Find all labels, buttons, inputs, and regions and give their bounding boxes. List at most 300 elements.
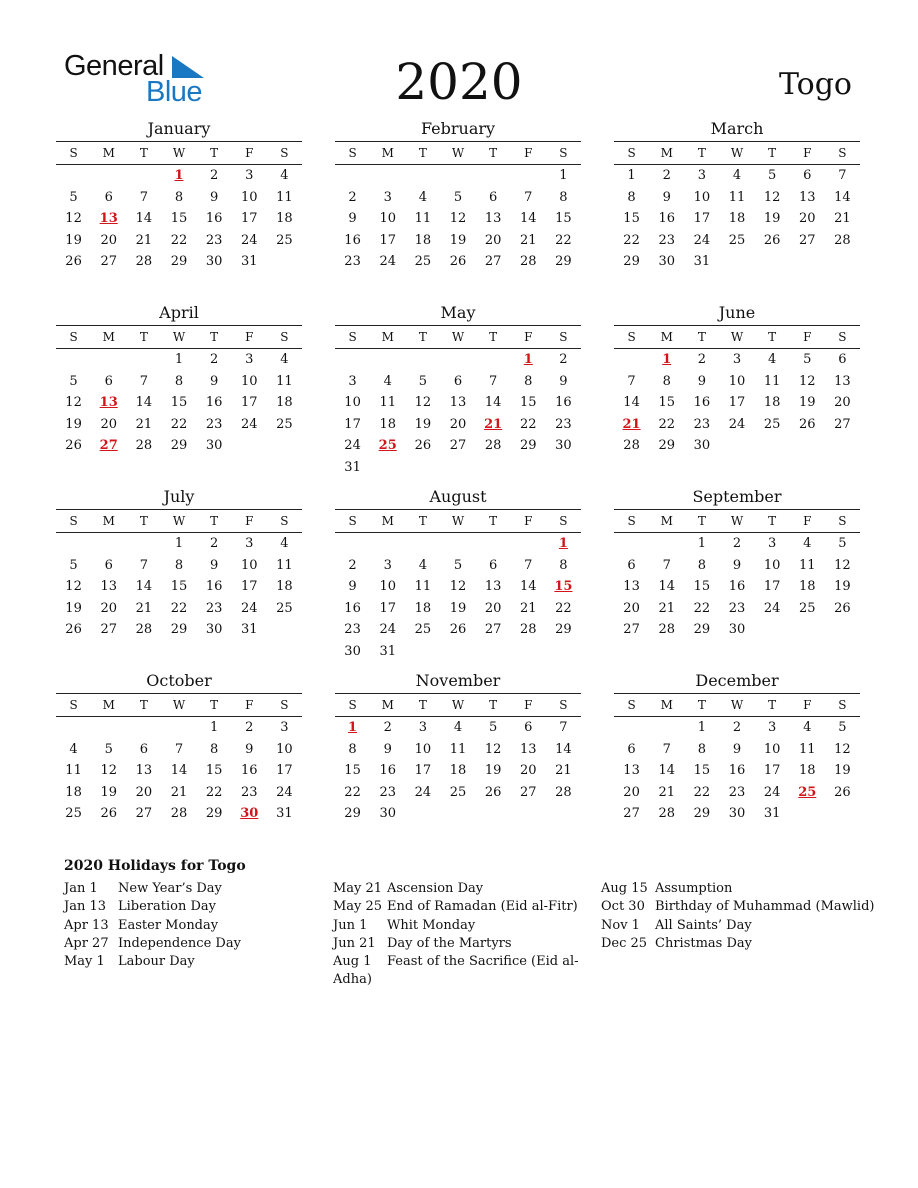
day-cell: 4 <box>280 536 289 551</box>
day-cell: 24 <box>728 416 746 432</box>
day-cell: 11 <box>276 557 293 573</box>
day-cell: 5 <box>838 720 847 735</box>
weekday-label: F <box>803 514 812 528</box>
day-cell: 17 <box>763 579 781 595</box>
weekday-label: S <box>280 146 289 160</box>
weekday-label: W <box>730 514 744 528</box>
day-cell: 27 <box>834 416 851 432</box>
day-cell: 19 <box>449 232 467 248</box>
weekday-label: S <box>838 146 847 160</box>
weekday-header <box>56 142 302 164</box>
logo-word-blue: Blue <box>146 76 203 108</box>
day-cell: 27 <box>623 622 640 638</box>
weekday-label: S <box>559 330 568 344</box>
day-cell: 24 <box>241 600 258 616</box>
weekday-label: T <box>768 146 777 160</box>
weekday-header <box>614 694 860 716</box>
month-title: March <box>710 119 764 138</box>
day-cell: 9 <box>662 189 671 205</box>
month-days <box>56 349 302 457</box>
month-july <box>56 486 302 670</box>
weekday-label: M <box>102 330 115 344</box>
weekday-label: T <box>489 698 498 712</box>
weekday-label: W <box>451 146 465 160</box>
day-cell: 9 <box>348 211 357 227</box>
day-cell: 7 <box>627 373 636 389</box>
day-cell: 3 <box>245 168 254 183</box>
weekday-label: S <box>627 330 636 344</box>
day-cell: 24 <box>414 784 432 800</box>
holiday-date: Apr 13 <box>64 917 109 933</box>
weekday-label: T <box>418 514 427 528</box>
day-cell: 9 <box>348 579 357 595</box>
day-cell: 30 <box>658 254 675 270</box>
day-cell: 13 <box>449 395 467 411</box>
weekday-label: W <box>172 330 186 344</box>
weekday-label: S <box>838 514 847 528</box>
day-cell: 31 <box>693 254 711 270</box>
day-cell: 15 <box>170 579 188 595</box>
day-cell: 22 <box>555 232 572 248</box>
holiday-name: End of Ramadan (Eid al-Fitr) <box>387 899 578 915</box>
weekday-label: T <box>697 514 706 528</box>
day-cell: 24 <box>276 784 293 800</box>
weekday-label: T <box>210 146 219 160</box>
holiday-row <box>64 880 304 898</box>
day-cell: 27 <box>449 438 467 454</box>
day-cell: 23 <box>241 784 258 800</box>
weekday-label: M <box>102 514 115 528</box>
day-cell: 29 <box>205 806 223 822</box>
day-cell: 4 <box>69 741 78 757</box>
holiday-row <box>64 898 304 916</box>
weekday-header <box>335 694 581 716</box>
day-cell: 26 <box>834 784 851 800</box>
empty-day-cell <box>335 533 370 555</box>
day-cell: 3 <box>245 536 254 551</box>
empty-day-cell <box>126 349 161 371</box>
day-cell: 24 <box>379 254 396 270</box>
day-cell: 15 <box>555 211 572 227</box>
day-cell: 6 <box>803 168 812 183</box>
day-cell: 6 <box>627 557 636 573</box>
day-cell: 25 <box>414 622 432 638</box>
day-cell: 7 <box>524 557 533 573</box>
day-cell: 26 <box>449 622 467 638</box>
weekday-label: S <box>348 698 357 712</box>
holiday-name-continuation: Adha) <box>333 972 372 988</box>
day-cell: 30 <box>693 438 711 454</box>
day-cell: 12 <box>834 557 851 573</box>
holiday-date: Oct 30 <box>601 899 645 915</box>
month-october <box>56 670 302 854</box>
day-cell: 5 <box>69 557 78 573</box>
day-cell: 6 <box>104 557 113 573</box>
day-cell: 3 <box>697 168 706 183</box>
day-cell: 13 <box>799 189 816 205</box>
day-cell: 8 <box>627 189 636 205</box>
holiday-date: Apr 27 <box>64 935 109 951</box>
weekday-label: S <box>280 514 289 528</box>
day-cell: 23 <box>658 232 675 248</box>
day-cell: 31 <box>276 806 293 822</box>
day-cell: 10 <box>414 741 432 757</box>
weekday-label: F <box>245 330 254 344</box>
day-cell: 14 <box>170 763 188 779</box>
day-cell: 31 <box>241 254 258 270</box>
holiday-date: Aug 1 <box>333 954 372 970</box>
empty-day-cell <box>405 533 440 555</box>
holiday-name: Ascension Day <box>387 881 484 896</box>
month-august <box>335 486 581 670</box>
day-cell: 23 <box>344 254 361 270</box>
holiday-row <box>601 880 861 898</box>
day-cell: 4 <box>803 720 812 735</box>
month-title: May <box>440 303 476 322</box>
day-cell: 20 <box>799 211 816 227</box>
day-cell: 1 <box>697 536 706 551</box>
holiday-name: Day of the Martyrs <box>387 935 512 951</box>
holiday-date: Jan 13 <box>64 899 107 915</box>
weekday-label: T <box>139 146 148 160</box>
holiday-row <box>64 917 304 935</box>
day-cell: 5 <box>104 741 113 757</box>
day-cell: 22 <box>170 232 188 248</box>
day-cell: 26 <box>65 438 82 454</box>
day-cell: 17 <box>344 416 361 432</box>
empty-day-cell <box>511 165 546 187</box>
day-cell: 6 <box>453 373 463 389</box>
day-cell: 3 <box>767 536 777 551</box>
weekday-label: T <box>418 698 427 712</box>
day-cell: 7 <box>488 373 498 389</box>
day-cell: 12 <box>834 741 851 757</box>
holiday-date: Aug 15 <box>601 881 648 896</box>
weekday-label: T <box>768 330 777 344</box>
empty-day-cell <box>126 165 161 187</box>
holidays-title: 2020 Holidays for Togo <box>64 858 246 874</box>
day-cell: 28 <box>834 232 851 248</box>
month-days <box>335 717 581 825</box>
weekday-label: F <box>245 698 254 712</box>
day-cell: 6 <box>627 741 636 757</box>
day-cell: 29 <box>693 622 711 638</box>
weekday-label: F <box>524 514 533 528</box>
day-cell: 19 <box>65 416 82 432</box>
day-cell: 21 <box>520 232 537 248</box>
weekday-label: S <box>559 514 568 528</box>
weekday-label: M <box>102 698 115 712</box>
month-days <box>56 165 302 273</box>
day-cell: 22 <box>520 416 537 432</box>
day-cell: 22 <box>693 600 711 616</box>
day-cell: 5 <box>69 189 78 205</box>
empty-day-cell <box>476 349 511 371</box>
day-cell: 26 <box>834 600 851 616</box>
day-cell: 1 <box>697 720 706 735</box>
weekday-header <box>335 326 581 348</box>
day-cell: 29 <box>170 438 188 454</box>
weekday-label: W <box>172 146 186 160</box>
day-cell: 14 <box>484 395 502 411</box>
day-cell: 18 <box>414 232 432 248</box>
day-cell: 29 <box>658 438 675 454</box>
day-cell: 19 <box>100 784 117 800</box>
day-cell: 6 <box>838 352 847 367</box>
day-cell: 5 <box>838 536 847 551</box>
day-cell: 13 <box>135 763 153 779</box>
month-march <box>614 118 860 302</box>
month-april <box>56 302 302 486</box>
empty-day-cell <box>161 717 196 739</box>
day-cell: 14 <box>623 395 640 411</box>
day-cell: 18 <box>276 579 293 595</box>
day-cell: 19 <box>834 579 851 595</box>
empty-day-cell <box>335 349 370 371</box>
holiday-row <box>64 953 304 971</box>
day-cell: 29 <box>555 254 572 270</box>
weekday-label: S <box>838 330 847 344</box>
day-cell: 16 <box>728 763 746 779</box>
day-cell: 22 <box>344 784 361 800</box>
day-cell: 27 <box>484 254 502 270</box>
empty-day-cell <box>405 349 440 371</box>
weekday-label: W <box>172 514 186 528</box>
day-cell: 20 <box>100 600 117 616</box>
day-cell: 11 <box>799 741 816 757</box>
day-cell: 15 <box>344 763 361 779</box>
weekday-label: S <box>559 146 568 160</box>
day-cell: 31 <box>379 643 396 659</box>
day-cell: 11 <box>276 373 293 389</box>
holiday-column <box>333 880 579 990</box>
day-cell: 16 <box>241 763 258 779</box>
day-cell: 19 <box>763 211 781 227</box>
holiday-day-cell: 13 <box>99 211 118 227</box>
day-cell: 19 <box>484 763 502 779</box>
holiday-row <box>333 880 573 898</box>
day-cell: 26 <box>484 784 502 800</box>
day-cell: 24 <box>241 416 258 432</box>
holiday-row-continuation <box>333 971 573 989</box>
weekday-label: S <box>348 146 357 160</box>
month-title: June <box>718 303 756 322</box>
day-cell: 4 <box>280 168 289 183</box>
weekday-label: W <box>172 698 186 712</box>
day-cell: 14 <box>834 189 851 205</box>
weekday-label: S <box>69 514 78 528</box>
day-cell: 12 <box>65 211 82 227</box>
weekday-label: W <box>730 330 744 344</box>
day-cell: 13 <box>484 211 502 227</box>
weekday-header <box>56 510 302 532</box>
empty-day-cell <box>56 533 91 555</box>
day-cell: 16 <box>693 395 711 411</box>
day-cell: 16 <box>205 579 223 595</box>
day-cell: 17 <box>241 579 258 595</box>
empty-day-cell <box>440 533 475 555</box>
day-cell: 8 <box>524 373 533 389</box>
holiday-day-cell: 1 <box>662 352 672 367</box>
weekday-label: T <box>139 698 148 712</box>
weekday-label: S <box>838 698 847 712</box>
day-cell: 22 <box>623 232 640 248</box>
day-cell: 21 <box>135 600 153 616</box>
day-cell: 4 <box>803 536 812 551</box>
day-cell: 3 <box>383 189 392 205</box>
day-cell: 18 <box>276 395 293 411</box>
month-title: July <box>163 487 195 506</box>
month-days <box>56 533 302 641</box>
day-cell: 18 <box>379 416 396 432</box>
holiday-date: May 25 <box>333 899 383 915</box>
day-cell: 31 <box>344 459 361 475</box>
weekday-label: F <box>803 330 812 344</box>
day-cell: 2 <box>209 352 219 367</box>
day-cell: 19 <box>834 763 851 779</box>
day-cell: 26 <box>763 232 781 248</box>
month-february <box>335 118 581 302</box>
logo-word-general: General <box>64 50 164 82</box>
holiday-name: Birthday of Muhammad (Mawlid) <box>655 899 875 915</box>
day-cell: 17 <box>414 763 432 779</box>
day-cell: 20 <box>484 232 502 248</box>
day-cell: 18 <box>728 211 746 227</box>
day-cell: 5 <box>418 373 427 389</box>
day-cell: 16 <box>344 600 361 616</box>
month-november <box>335 670 581 854</box>
day-cell: 2 <box>697 352 706 367</box>
day-cell: 30 <box>728 622 746 638</box>
day-cell: 3 <box>348 373 357 389</box>
day-cell: 30 <box>728 806 746 822</box>
holiday-name: Christmas Day <box>655 935 752 951</box>
day-cell: 7 <box>559 720 568 735</box>
day-cell: 10 <box>241 557 258 573</box>
weekday-label: F <box>245 514 254 528</box>
holiday-column <box>601 880 875 953</box>
holiday-day-cell: 13 <box>99 395 118 411</box>
weekday-header <box>614 326 860 348</box>
day-cell: 8 <box>209 741 219 757</box>
day-cell: 10 <box>379 211 396 227</box>
weekday-label: T <box>697 146 706 160</box>
day-cell: 12 <box>65 395 82 411</box>
day-cell: 25 <box>799 600 816 616</box>
day-cell: 6 <box>104 189 113 205</box>
day-cell: 4 <box>280 352 289 367</box>
day-cell: 12 <box>449 579 467 595</box>
day-cell: 31 <box>241 622 258 638</box>
day-cell: 18 <box>763 395 781 411</box>
weekday-label: T <box>210 330 219 344</box>
day-cell: 12 <box>763 189 781 205</box>
day-cell: 26 <box>65 254 82 270</box>
holiday-day-cell: 1 <box>174 168 184 183</box>
day-cell: 22 <box>693 784 711 800</box>
weekday-label: F <box>524 330 533 344</box>
month-december <box>614 670 860 854</box>
day-cell: 18 <box>414 600 432 616</box>
day-cell: 15 <box>693 763 711 779</box>
weekday-label: W <box>451 514 465 528</box>
day-cell: 11 <box>379 395 396 411</box>
empty-day-cell <box>476 165 511 187</box>
month-days <box>614 349 860 457</box>
day-cell: 1 <box>627 168 636 183</box>
day-cell: 10 <box>344 395 361 411</box>
month-days <box>335 349 581 479</box>
day-cell: 15 <box>170 211 188 227</box>
day-cell: 1 <box>174 536 184 551</box>
day-cell: 9 <box>732 557 742 573</box>
day-cell: 14 <box>135 395 153 411</box>
weekday-label: S <box>69 698 78 712</box>
day-cell: 17 <box>241 211 258 227</box>
day-cell: 13 <box>520 741 537 757</box>
day-cell: 19 <box>449 600 467 616</box>
weekday-header <box>56 694 302 716</box>
empty-day-cell <box>370 165 405 187</box>
weekday-label: W <box>451 698 465 712</box>
day-cell: 12 <box>799 373 816 389</box>
day-cell: 4 <box>453 720 463 735</box>
day-cell: 7 <box>838 168 847 183</box>
day-cell: 13 <box>623 579 640 595</box>
weekday-label: T <box>768 698 777 712</box>
month-title: August <box>429 487 487 506</box>
day-cell: 12 <box>484 741 502 757</box>
day-cell: 24 <box>379 622 396 638</box>
holiday-row <box>601 935 861 953</box>
day-cell: 28 <box>520 254 537 270</box>
holiday-day-cell: 27 <box>99 438 118 454</box>
holiday-date: Jun 21 <box>333 935 376 951</box>
weekday-label: S <box>348 330 357 344</box>
day-cell: 21 <box>555 763 572 779</box>
day-cell: 23 <box>693 416 711 432</box>
weekday-label: S <box>559 698 568 712</box>
day-cell: 26 <box>449 254 467 270</box>
weekday-label: M <box>660 698 673 712</box>
day-cell: 28 <box>623 438 640 454</box>
holiday-day-cell: 15 <box>554 579 573 595</box>
day-cell: 8 <box>559 189 568 205</box>
day-cell: 21 <box>658 600 675 616</box>
day-cell: 10 <box>763 557 781 573</box>
day-cell: 14 <box>135 211 153 227</box>
day-cell: 8 <box>174 373 184 389</box>
day-cell: 15 <box>623 211 640 227</box>
weekday-label: S <box>69 330 78 344</box>
day-cell: 11 <box>414 211 432 227</box>
day-cell: 29 <box>693 806 711 822</box>
day-cell: 22 <box>170 600 188 616</box>
day-cell: 22 <box>205 784 223 800</box>
day-cell: 17 <box>763 763 781 779</box>
empty-day-cell <box>614 533 649 555</box>
weekday-label: F <box>524 146 533 160</box>
empty-day-cell <box>405 165 440 187</box>
day-cell: 10 <box>241 189 258 205</box>
day-cell: 9 <box>732 741 742 757</box>
day-cell: 16 <box>379 763 396 779</box>
holiday-row <box>64 935 304 953</box>
day-cell: 4 <box>732 168 742 183</box>
day-cell: 12 <box>414 395 432 411</box>
day-cell: 27 <box>100 622 117 638</box>
weekday-label: S <box>627 698 636 712</box>
